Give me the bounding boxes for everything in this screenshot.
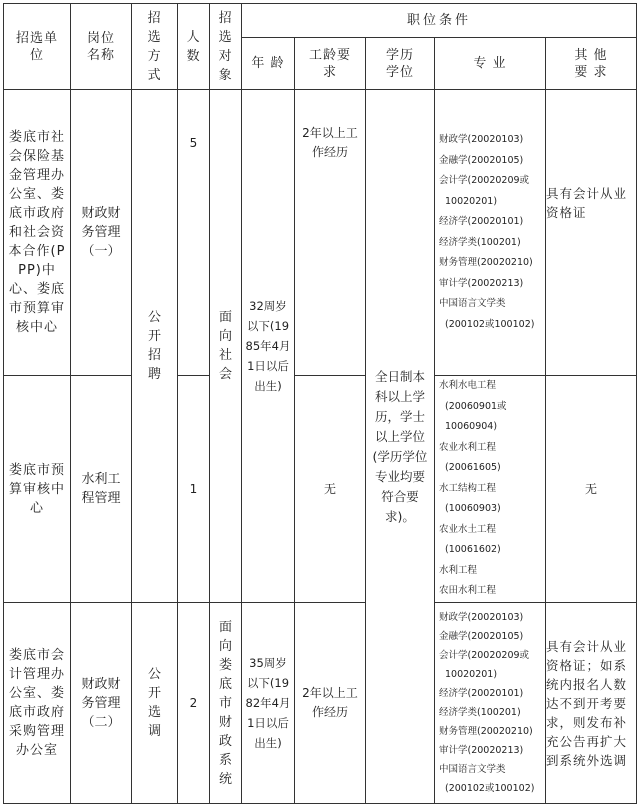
list-item: 10060904) xyxy=(445,421,498,433)
experience-cell: 2年以上工作经历 xyxy=(295,603,366,804)
list-item: 10020201) xyxy=(445,669,498,680)
header-unit: 招选单位 xyxy=(4,4,71,90)
count-cell: 1 xyxy=(178,376,210,603)
list-item: 农业水土工程 xyxy=(439,523,497,535)
unit-cell: 娄底市社会保险基金管理办公室、娄底市政府和社会资本合作(PPP)中心、娄底市预算审核中心 xyxy=(4,90,71,376)
major-cell xyxy=(435,90,546,376)
experience-cell: 2年以上工作经历 xyxy=(295,90,366,376)
header-experience: 工龄要求 xyxy=(295,38,366,90)
target-cell: 面向社会 xyxy=(210,90,242,603)
unit-cell: 娄底市预算审核中心 xyxy=(4,376,71,603)
header-method: 招选方式 xyxy=(132,4,178,90)
position-cell: 水利工程管理 xyxy=(71,376,132,603)
list-item: 农田水利工程 xyxy=(439,585,497,597)
age-cell: 32周岁以下(1985年4月1日以后出生) xyxy=(242,90,295,603)
list-item: 会计学(20020209或 xyxy=(439,175,530,186)
method-cell: 公开选调 xyxy=(132,603,178,804)
list-item: 金融学(20020105) xyxy=(439,154,524,166)
unit-cell: 娄底市会计管理办公室、娄底市政府采购管理办公室 xyxy=(4,603,71,804)
list-item: 经济学(20020101) xyxy=(439,688,524,699)
header-target: 招选对象 xyxy=(210,4,242,90)
major-cell xyxy=(435,603,546,804)
table-row xyxy=(4,90,637,376)
list-item: (20061605) xyxy=(445,462,501,474)
method-cell: 公开招聘 xyxy=(132,90,178,603)
list-item: 经济学类(100201) xyxy=(439,707,521,718)
list-item: 农业水利工程 xyxy=(439,441,497,453)
list-item: 水工结构工程 xyxy=(439,482,497,494)
list-item: 财务管理(20020210) xyxy=(439,726,533,737)
list-item: 金融学(20020105) xyxy=(439,631,524,642)
major-list xyxy=(435,608,545,798)
table-row xyxy=(4,603,637,804)
header-age: 年 龄 xyxy=(242,38,295,90)
header-conditions: 职位条件 xyxy=(242,4,637,38)
header-position: 岗位名称 xyxy=(71,4,132,90)
list-item: 经济学(20020101) xyxy=(439,216,524,227)
position-cell: 财政财务管理（二） xyxy=(71,603,132,804)
position-cell: 财政财务管理（一） xyxy=(71,90,132,376)
count-cell: 2 xyxy=(178,603,210,804)
age-cell: 35周岁以下(1982年4月1日以后出生) xyxy=(242,603,295,804)
list-item: (200102或100102) xyxy=(445,783,535,794)
list-item: 中国语言文学类 xyxy=(439,764,506,775)
header-count: 人数 xyxy=(178,4,210,90)
list-item: 财务管理(20020210) xyxy=(439,257,533,268)
header-other: 其 他 要 求 xyxy=(546,38,637,90)
list-item: 10020201) xyxy=(445,195,498,207)
list-item: 水利水电工程 xyxy=(439,380,497,392)
list-item: 水利工程 xyxy=(439,564,478,576)
major-cell xyxy=(435,376,546,603)
list-item: 财政学(20020103) xyxy=(439,134,524,145)
other-cell: 无 xyxy=(546,376,637,603)
list-item: (10061602) xyxy=(445,544,501,556)
list-item: 中国语言文学类 xyxy=(439,298,506,309)
header-major: 专 业 xyxy=(435,38,546,90)
list-item: 经济学类(100201) xyxy=(439,236,521,248)
other-cell: 具有会计从业资格证 xyxy=(546,90,637,376)
table-row xyxy=(4,376,637,603)
list-item: 财政学(20020103) xyxy=(439,612,524,623)
list-item: 审计学(20020213) xyxy=(439,745,524,756)
header-education: 学历学位 xyxy=(366,38,435,90)
major-list xyxy=(435,376,545,602)
list-item: (200102或100102) xyxy=(445,318,535,330)
recruitment-table xyxy=(3,3,637,804)
major-list xyxy=(435,130,545,335)
list-item: (10060903) xyxy=(445,503,501,515)
list-item: (20060901或 xyxy=(445,400,507,412)
other-cell: 具有会计从业资格证；如系统内报名人数达不到开考要求，则发布补充公告再扩大到系统外选调 xyxy=(546,603,637,804)
education-cell: 全日制本科以上学历，学士以上学位(学历学位专业均要符合要求)。 xyxy=(366,90,435,804)
experience-cell: 无 xyxy=(295,376,366,603)
list-item: 审计学(20020213) xyxy=(439,277,524,289)
list-item: 会计学(20020209或 xyxy=(439,650,530,661)
target-cell: 面向娄底市财政系统 xyxy=(210,603,242,804)
count-cell: 5 xyxy=(178,90,210,376)
